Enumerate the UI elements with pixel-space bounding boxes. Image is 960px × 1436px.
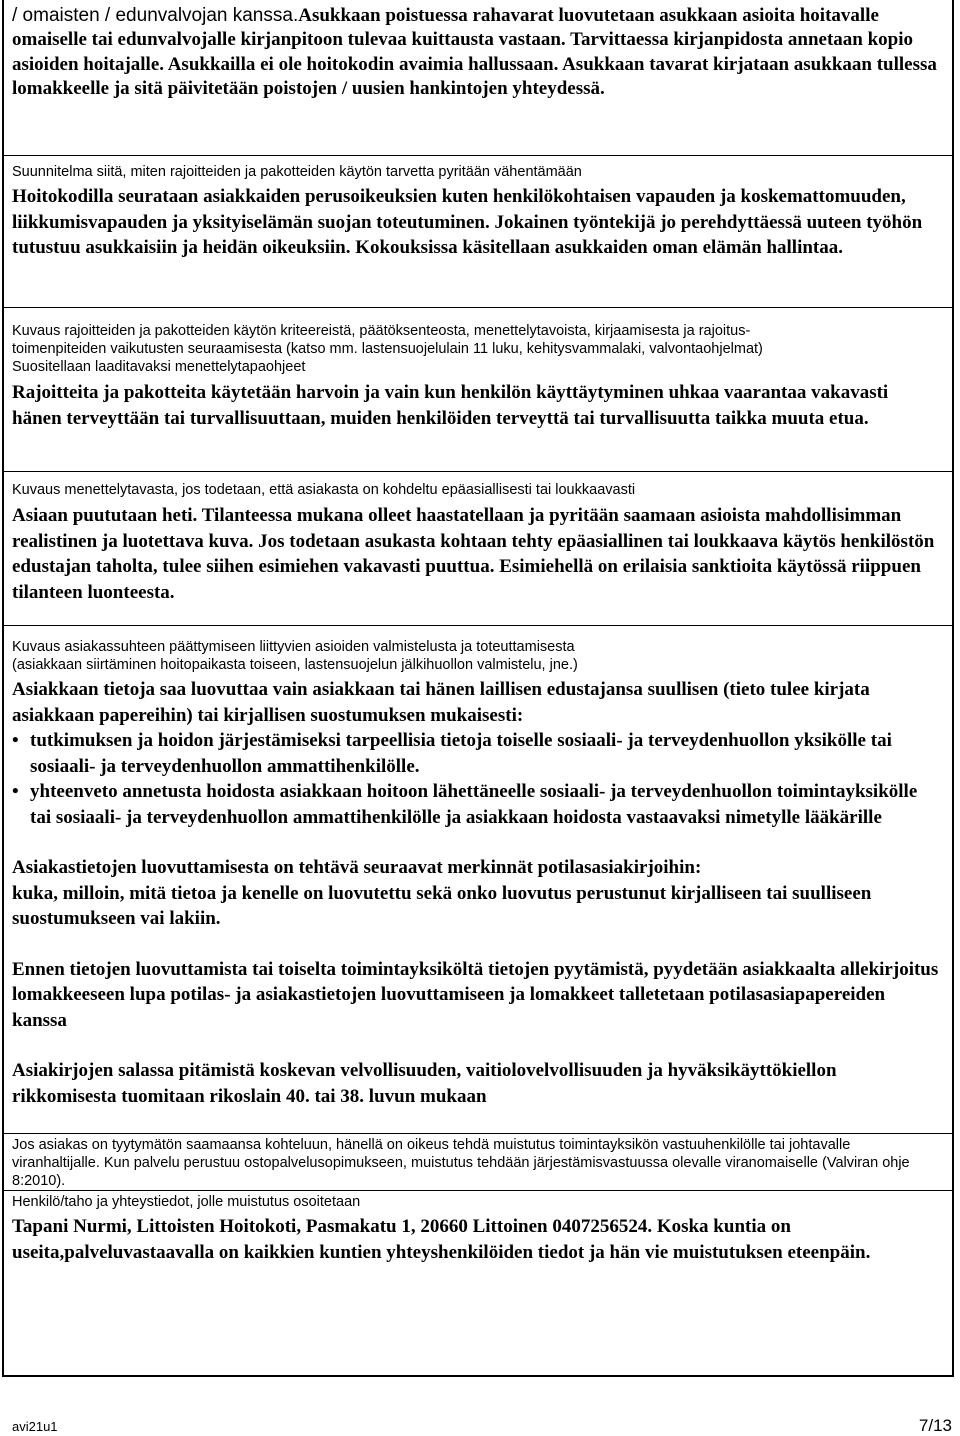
section-contact xyxy=(12,1193,942,1265)
section-restrictions-plan xyxy=(12,163,942,261)
contact-label: Henkilö/taho ja yhteystiedot, jolle muistutus osoitetaan xyxy=(12,1194,361,1210)
list-item-text: yhteenveto annetusta hoidosta asiakkaan hoitoon lähettäneelle sosiaali- ja terveydenhuollon toimintayksikölle tai sosiaali- ja terveydenhuollon ammattihenkilölle ja asiakkaan hoidosta vastaavaksi nimetylle lääkärille xyxy=(30,781,918,828)
section-body: Asiaan puututaan heti. Tilanteessa mukana olleet haastatellaan ja pyritään saamaan asioista mahdollisimman realistinen ja luotettava kuva. Jos todetaan asukasta kohtaan tehty epäasiallinen tai loukkaava käytös henkilöstön edustajan taholta, tulee siihen esimiehen vakavasti puuttua. Esimiehellä on erilaisia sanktioita käytössä riippuen tilanteen luonteesta. xyxy=(12,505,935,603)
list-item xyxy=(12,779,942,830)
bullet-icon: • xyxy=(12,730,19,751)
section-restrictions-criteria xyxy=(12,322,942,431)
intro-text: Asukkaan poistuessa rahavarat luovutetaan asukkaan asioita hoitavalle omaiselle tai edunvalvojalle kirjanpitoon tulevaa kuittausta vastaan. Tarvittaessa kirjanpidosta annetaan kopio asioiden hoitajalle. Asukkailla ei ole hoitokodin avaimia hallussaan. Asukkaan tavarat kirjataan asukkaan tullessa lomakkeelle ja sitä päivitetään poistojen / uusien hankintojen yhteydessä. xyxy=(12,5,937,99)
intro-paragraph xyxy=(12,4,942,101)
section-termination xyxy=(12,638,942,1109)
footer-doc-code: avi21u1 xyxy=(12,1419,58,1434)
section-label: Kuvaus menettelytavasta, jos todetaan, että asiakasta on kohdeltu epäasiallisesti tai loukkaavasti xyxy=(12,482,636,498)
section-label-line1: Kuvaus rajoitteiden ja pakotteiden käytön kriteereistä, päätöksenteosta, menettelytavoista, kirjaamisesta ja rajoitus- xyxy=(12,323,751,339)
divider xyxy=(2,155,954,156)
intro-prefix: / omaisten / edunvalvojan kanssa. xyxy=(12,5,299,26)
bullet-icon: • xyxy=(12,781,19,802)
page-number: 7/13 xyxy=(918,1416,952,1435)
list-item-text: tutkimuksen ja hoidon järjestämiseksi tarpeellisia tietoja toiselle sosiaali- ja terveydenhuollon yksikölle tai sosiaali- ja terveydenhuollon ammattihenkilölle. xyxy=(30,730,892,777)
records-heading: Asiakastietojen luovuttamisesta on tehtävä seuraavat merkinnät potilasasiakirjoihin: xyxy=(12,857,702,878)
complaint-info: Jos asiakas on tyytymätön saamaansa kohteluun, hänellä on oikeus tehdä muistutus toimintayksikön vastuuhenkilölle tai johtavalle viranhaltijalle. Kun palvelu perustuu ostopalvelusopimukseen, muistutus tehdään järjestämisvastuussa olevalle viranomaiselle (Valviran ohje 8:2010). xyxy=(12,1137,910,1189)
confidentiality-paragraph: Asiakirjojen salassa pitämistä koskevan velvollisuuden, vaitiolovelvollisuuden ja hyväksikäyttökiellon rikkomisesta tuomitaan rikoslain 40. tai 38. luvun mukaan xyxy=(12,1060,837,1107)
records-paragraph: kuka, milloin, mitä tietoa ja kenelle on luovutettu sekä onko luovutus perustunut kirjalliseen tai suulliseen suostumukseen vai lakiin. xyxy=(12,882,872,929)
divider xyxy=(2,471,954,472)
divider xyxy=(2,625,954,626)
list-item xyxy=(12,728,942,779)
consent-paragraph: Ennen tietojen luovuttamista tai toiselta toimintayksiköltä tietojen pyytämistä, pyydetään asiakkaalta allekirjoitus lomakkeeseen lupa potilas- ja asiakastietojen luovuttamiseen ja lomakkeet talletetaan potilasasiapapereiden kanssa xyxy=(12,958,939,1031)
divider xyxy=(2,307,954,308)
section-mistreatment xyxy=(12,481,942,605)
section-complaint xyxy=(12,1136,942,1190)
contact-body: Tapani Nurmi, Littoisten Hoitokoti, Pasmakatu 1, 20660 Littoinen 0407256524. Koska kuntia on useita,palveluvastaavalla on kaikkien kuntien yhteyshenkilöiden tiedot ja hän vie muistutuksen eteenpäin. xyxy=(12,1216,871,1263)
section-label: Suunnitelma siitä, miten rajoitteiden ja pakotteiden käytön tarvetta pyritään vähentämään xyxy=(12,164,582,180)
section-label-line3: Suositellaan laaditavaksi menettelytapaohjeet xyxy=(12,359,306,375)
section-label-line2: toimenpiteiden vaikutusten seuraamisesta (katso mm. lastensuojelulain 11 luku, kehitysvammalaki, valvontaohjelmat) xyxy=(12,341,763,357)
divider xyxy=(2,1190,954,1191)
section-label-line2: (asiakkaan siirtäminen hoitopaikasta toiseen, lastensuojelun jälkihuollon valmistelu, jne.) xyxy=(12,657,578,673)
disclosure-paragraph: Asiakkaan tietoja saa luovuttaa vain asiakkaan tai hänen laillisen edustajansa suullisen (tieto tulee kirjata asiakkaan papereihin) tai kirjallisen suostumuksen mukaisesti: xyxy=(12,679,870,726)
divider xyxy=(2,1133,954,1134)
section-body: Hoitokodilla seurataan asiakkaiden perusoikeuksien kuten henkilökohtaisen vapauden ja koskemattomuuden, liikkumisvapauden ja yksityiselämän suojan toteutuminen. Jokainen työntekijä jo perehdyttäessä uuteen työhön tutustuu asukkaisiin ja heidän oikeuksiin. Kokouksissa käsitellaan asukkaiden oman elämän hallintaa. xyxy=(12,186,923,258)
section-label-line1: Kuvaus asiakassuhteen päättymiseen liittyvien asioiden valmistelusta ja toteuttamisesta xyxy=(12,639,575,655)
section-body: Rajoitteita ja pakotteita käytetään harvoin ja vain kun henkilön käyttäytyminen uhkaa vaarantaa vakavasti hänen terveyttään tai turvallisuuttaan, muiden henkilöiden terveyttä tai turvallisuutta taikka muuta etua. xyxy=(12,382,889,429)
